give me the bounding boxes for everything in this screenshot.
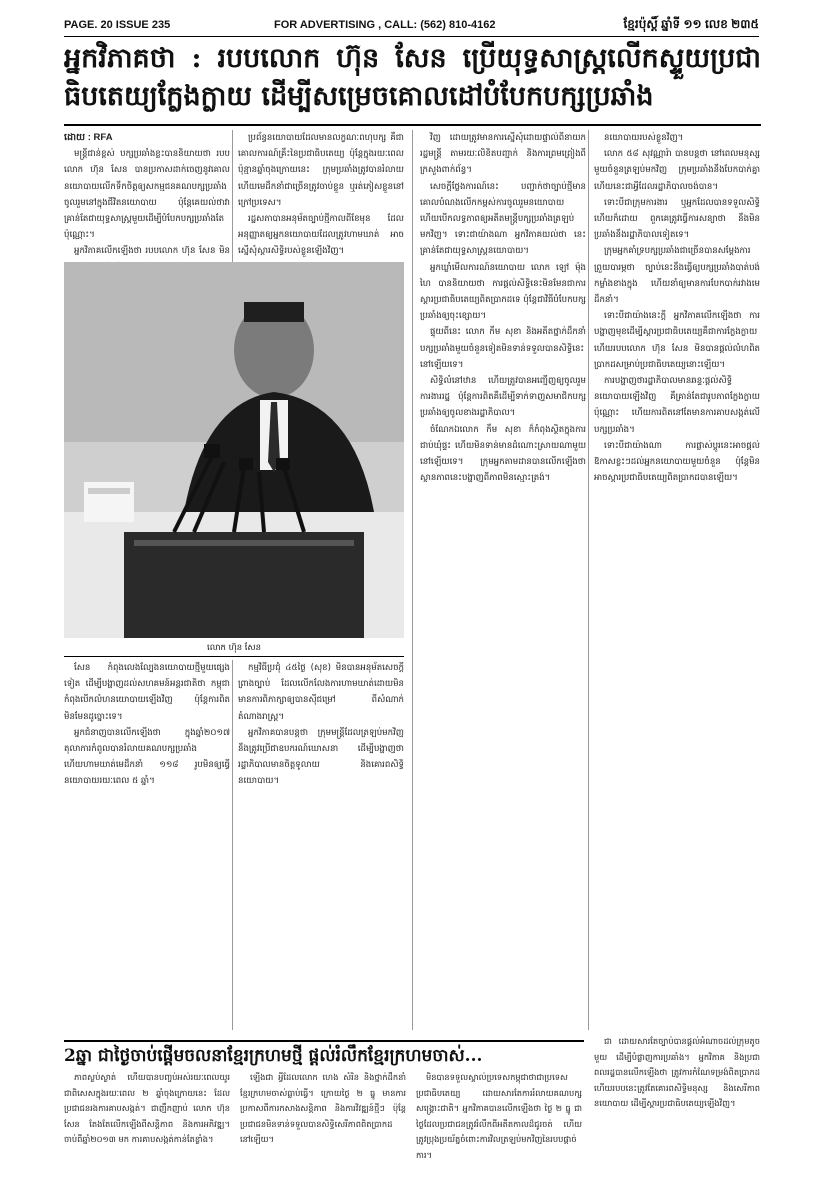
- paragraph: ឡើងជា អ្វីដែលលោក ហេង សំរិន និងថ្នាក់ដឹកនាំ ខ្មែរក្រហមចាស់ធ្លាប់ធ្វើ។ ក្រោយថ្ងៃ ២ ធ្នូ មានការប្រកាសពីការកសាងសន្តិភាព និងការវិវឌ្ឍន៍ថ្មីៗ ប៉ុន្តែប្រជាជនមិនទាន់ទទួលបានសិទ្ធិសេរីភាពពិតប្រាកដនៅឡើយ។: [240, 1072, 406, 1145]
- paragraph: អ្នកវិភាគលើកឡើងថា របបលោក ហ៊ុន សែន មិន: [74, 246, 230, 257]
- paragraph: មិនបានទទួលស្គាល់ប្រទេសកម្ពុជាថាជាប្រទេសប្រជាធិបតេយ្យ ដោយសារតែការរំលាយគណបក្សសង្គ្រោះជាតិ។ អ្នកវិភាគបានលើកឡើងថា ថ្ងៃ ២ ធ្នូ ជាថ្ងៃដែលប្រជាជនត្រូវរំលឹកពីអតីតកាលដ៏ជូរចត់ ហើយត្រូវប្រុងប្រយ័ត្នចំពោះការវិលត្រឡប់មកវិញនៃរបបផ្តាច់ការ។: [416, 1072, 582, 1160]
- advertising-contact: FOR ADVERTISING , CALL: (562) 810-4162: [274, 19, 496, 31]
- paragraph: រដ្ឋសភាបានអនុម័តច្បាប់ថ្មីកាលពីខែមុន ដែលអនុញ្ញាតឲ្យអ្នកនយោបាយដែលត្រូវហាមឃាត់ អាចស្នើសុំស្តារសិទ្ធិរបស់ខ្លួនឡើងវិញ។: [238, 214, 404, 257]
- paragraph: ភាពស្ងប់ស្ងាត់ ហើយបានបញ្ចប់អស់រយៈពេលយូរ ជាពិសេសក្នុងរយៈពេល ២ ឆ្នាំចុងក្រោយនេះ ដែលប្រជាជនរងការគាបសង្កត់។ ជាញឹកញាប់ លោក ហ៊ុន សែន តែងតែលើកឡើងពីសន្តិភាព និងការអភិវឌ្ឍ។ ចាប់ពីឆ្នាំ២០១៣ មក ការគាបសង្កត់កាន់តែខ្លាំង។: [64, 1072, 230, 1145]
- column-2-bottom: [238, 660, 404, 1030]
- paragraph: ទោះបីជាយ៉ាងណា ការផ្លាស់ប្តូរនេះអាចផ្តល់ឱកាសខ្លះៗដល់អ្នកនយោបាយមួយចំនួន ប៉ុន្តែមិនអាចស្តារប្រជាធិបតេយ្យពិតប្រាកដបានឡើយ។: [594, 440, 760, 484]
- sidebar-headline: 2ឆ្នា ជាថ្ងៃចាប់ផ្តើមចលនាខ្មែរក្រហមថ្មី ផ្តល់រំលឹកខ្មែរក្រហមចាស់...: [64, 1040, 584, 1070]
- article-photo: [64, 262, 404, 638]
- paragraph: អ្នកជំនាញបានលើកឡើងថា ក្នុងឆ្នាំ២០១៧ តុលាការកំពូលបានរំលាយគណបក្សប្រឆាំង ហើយហាមឃាត់មេដឹកនាំ ១១៨ រូបមិនឲ្យធ្វើនយោបាយរយៈពេល ៥ ឆ្នាំ។: [64, 727, 230, 787]
- paragraph: ប្រព័ន្ធនយោបាយដែលមានលក្ខណៈពហុបក្ស គឺជាគោលការណ៍គ្រឹះនៃប្រជាធិបតេយ្យ ប៉ុន្តែក្នុងរយៈពេលប៉ុន្មានឆ្នាំចុងក្រោយនេះ ក្រុមប្រឆាំងត្រូវបានរំលាយ ហើយមេដឹកនាំជាច្រើនត្រូវចាប់ខ្លួន ឬរត់ភៀសខ្លួននៅក្រៅប្រទេស។: [238, 133, 404, 208]
- speaker-podium-image: [64, 262, 404, 638]
- article-body-bottom: [64, 660, 762, 1030]
- page-header: [64, 14, 759, 37]
- column-1-bottom: [64, 660, 230, 1030]
- paragraph: វិញ ដោយត្រូវមានការស្នើសុំដោយផ្ទាល់ពីនាយករដ្ឋមន្ត្រី តាមរយៈលិខិតបញ្ជាក់ និងការព្រមព្រៀងពីក្រសួងពាក់ព័ន្ធ។: [420, 133, 586, 176]
- paragraph: ជា ដោយសារតែច្បាប់បានផ្តល់អំណាចដល់ក្រុមតូចមួយ ដើម្បីបំផ្លាញការប្រឆាំង។ អ្នកវិភាគ និងប្រជាពលរដ្ឋបានលើកឡើងថា ត្រូវការកំណែទម្រង់ពិតប្រាកដ ហើយរបបនេះត្រូវតែគោរពសិទ្ធិមនុស្ស និងសេរីភាពនយោបាយ ដើម្បីស្តារប្រជាធិបតេយ្យឡើងវិញ។: [594, 1036, 760, 1109]
- paragraph: ផ្ទុយពីនេះ លោក កឹម សុខា និងអតីតថ្នាក់ដឹកនាំបក្សប្រឆាំងមួយចំនួនទៀតមិនទាន់ទទួលបានសិទ្ធិនេះនៅឡើយទេ។: [420, 327, 586, 370]
- paragraph: នយោបាយរបស់ខ្លួនវិញ។: [604, 133, 684, 143]
- photo-caption: លោក ហ៊ុន សែន: [64, 640, 404, 657]
- masthead-issue: ខ្មែរប៉ុស្តិ៍ ឆ្នាំទី ១១ លេខ ២៣៥: [623, 17, 759, 31]
- paragraph: មន្ត្រីជាន់ខ្ពស់ បក្សប្រឆាំងខ្លះបាននិយាយថា របបលោក ហ៊ុន សែន បានប្រកាសដាក់ចេញនូវគោលនយោបាយ​លើកទឹកចិត្តឲ្យសកម្មជនគណបក្សប្រឆាំងចូលរួមនៅក្នុងជីវិតនយោបាយ ប៉ុន្តែគេយល់ថាវាគ្រាន់តែជាយុទ្ធសាស្ត្រមួយដើម្បីបំបែកបក្សប្រឆាំងតែប៉ុណ្ណោះ។: [64, 149, 230, 241]
- paragraph: ទោះបីជាយ៉ាងនេះក្តី អ្នកវិភាគលើកឡើងថា ការបង្ហាញមុខ​ដើម្បីស្តារប្រជាធិបតេយ្យគឺជាការក្លែងក្លាយ ហើយរបបលោក ហ៊ុន សែន មិនបានផ្តល់លំហពិតប្រាកដសម្រាប់ប្រជាធិបតេយ្យនោះឡើយ។: [594, 311, 760, 370]
- paragraph: ចំណែកឯលោក កឹម សុខា ក៏កំពុងស្ថិតក្នុងការជាប់ឃុំផ្ទះ ហើយមិនទាន់មានដំណោះស្រាយណាមួយនៅឡើយទេ។ ក្រុមអ្នកតាមដានបានលើកឡើងថា ស្ថានភាពនេះបង្ហាញពីភាពមិនស្មោះត្រង់។: [420, 424, 586, 484]
- paragraph: អ្នកវិភាគបានបន្តថា ក្រុមមន្ត្រីដែលត្រឡប់មកវិញ នឹងត្រូវប្រើជាឧបករណ៍ឃោសនា ដើម្បីបង្ហាញថារដ្ឋាភិបាលមានចិត្តទូលាយ និងគោរពសិទ្ធិនយោបាយ។: [238, 727, 404, 787]
- paragraph: កម្មវិធីប្រជុំ ៤៥ថ្ងៃ (សុខ) មិនបានអនុម័តសេចក្តីព្រាងច្បាប់ ដែលលើកលែងការហាមឃាត់ដោយមិនមានការពិភាក្សាឲ្យបានស៊ីជម្រៅ ពីសំណាក់តំណាងរាស្ត្រ។: [238, 663, 404, 722]
- paragraph: ការបង្ហាញថារដ្ឋាភិបាលមានឆន្ទៈផ្តល់សិទ្ធិនយោបាយឡើងវិញ គឺគ្រាន់តែជារូបភាពក្លែងក្លាយប៉ុណ្ណោះ ហើយការពិតនៅតែមានការគាបសង្កត់លើបក្សប្រឆាំង។: [594, 376, 760, 435]
- page-issue-label: PAGE. 20 ISSUE 235: [64, 19, 171, 31]
- sidebar-column: [64, 1070, 230, 1148]
- column-divider: [232, 130, 233, 262]
- paragraph: សេចក្តីថ្លែងការណ៍នេះ បញ្ជាក់ថាច្បាប់ថ្មីមានគោលបំណងលើកកម្ពស់ការចូលរួមនយោបាយ ហើយបើកលទ្ធភាពឲ្យអតីតមន្ត្រីបក្សប្រឆាំងត្រឡប់មកវិញ។ ទោះជាយ៉ាងណា អ្នកវិភាគយល់ថា នេះគ្រាន់តែជាយុទ្ធសាស្ត្រនយោបាយ។: [420, 181, 586, 257]
- byline: ដោយ : RFA: [64, 132, 113, 143]
- sidebar-column: [240, 1070, 406, 1148]
- paragraph: សិទ្ធិលំនៅឋាន ហើយត្រូវបានអញ្ជើញឲ្យចូលរួមការងាររដ្ឋ ប៉ុន្តែការពិតគឺដើម្បីទាក់ទាញសមាជិកបក្សប្រឆាំងឲ្យចូលខាងរដ្ឋាភិបាល។: [420, 376, 586, 419]
- paragraph: ក្រុមអ្នកគាំទ្របក្សប្រឆាំងជាច្រើនបានសម្តែងការព្រួយបារម្ភថា ច្បាប់នេះនឹងធ្វើឲ្យបក្សប្រឆាំងបាត់បង់កម្លាំងខាងក្នុង ហើយនាំឲ្យមានការបែកបាក់រវាងមេដឹកនាំ។: [594, 246, 760, 306]
- paragraph: សែន កំពុងលេងល្បែងនយោបាយថ្មីមួយផ្សេងទៀត ដើម្បីបង្ហាញដល់សហគមន៍អន្តរជាតិថា កម្ពុជាកំពុងបើកលំហនយោបាយឡើងវិញ ប៉ុន្តែការពិតមិនមែនដូច្នោះទេ។: [64, 663, 230, 722]
- headline-rule: [64, 124, 761, 126]
- paragraph: ទោះបីជាក្រុមការងារ ឬអ្នកដែលបានទទួលសិទ្ធិហើយក៏ដោយ ពួកគេត្រូវធ្វើការសន្យាថា នឹងមិនប្រឆាំងនឹងរដ្ឋាភិបាលទៀតទេ។: [594, 197, 760, 241]
- sidebar-column: [594, 1034, 760, 1112]
- paragraph: លោក ៥៨ សុវណ្ណារ៉ា បានបន្តថា នៅពេលមនុស្សមួយចំនួនត្រឡប់មកវិញ ក្រុមប្រឆាំងនឹងបែកបាក់គ្នា ហើយនេះជាអ្វីដែលរដ្ឋាភិបាលចង់បាន។: [594, 149, 760, 192]
- article-headline: អ្នកវិភាគថា : របបលោក ហ៊ុន សែន ប្រើយុទ្ធសាស្ត្រលើកស្ទួយប្រជាធិបតេយ្យក្លែងក្លាយ ដើម្បីសម្រេចគោលដៅបំបែកបក្សប្រឆាំង: [64, 43, 761, 112]
- sidebar-column: [416, 1070, 582, 1164]
- paragraph: អ្នកឃ្លាំមើលការណ៍នយោបាយ លោក ឡៅ ម៉ុង ហៃ បាននិយាយថា ការផ្តល់សិទ្ធិនេះមិនមែនជាការស្តារប្រជាធិបតេយ្យពិតប្រាកដទេ ប៉ុន្តែជាវិធីបំបែកបក្សប្រឆាំងឲ្យចុះខ្សោយ។: [420, 262, 586, 322]
